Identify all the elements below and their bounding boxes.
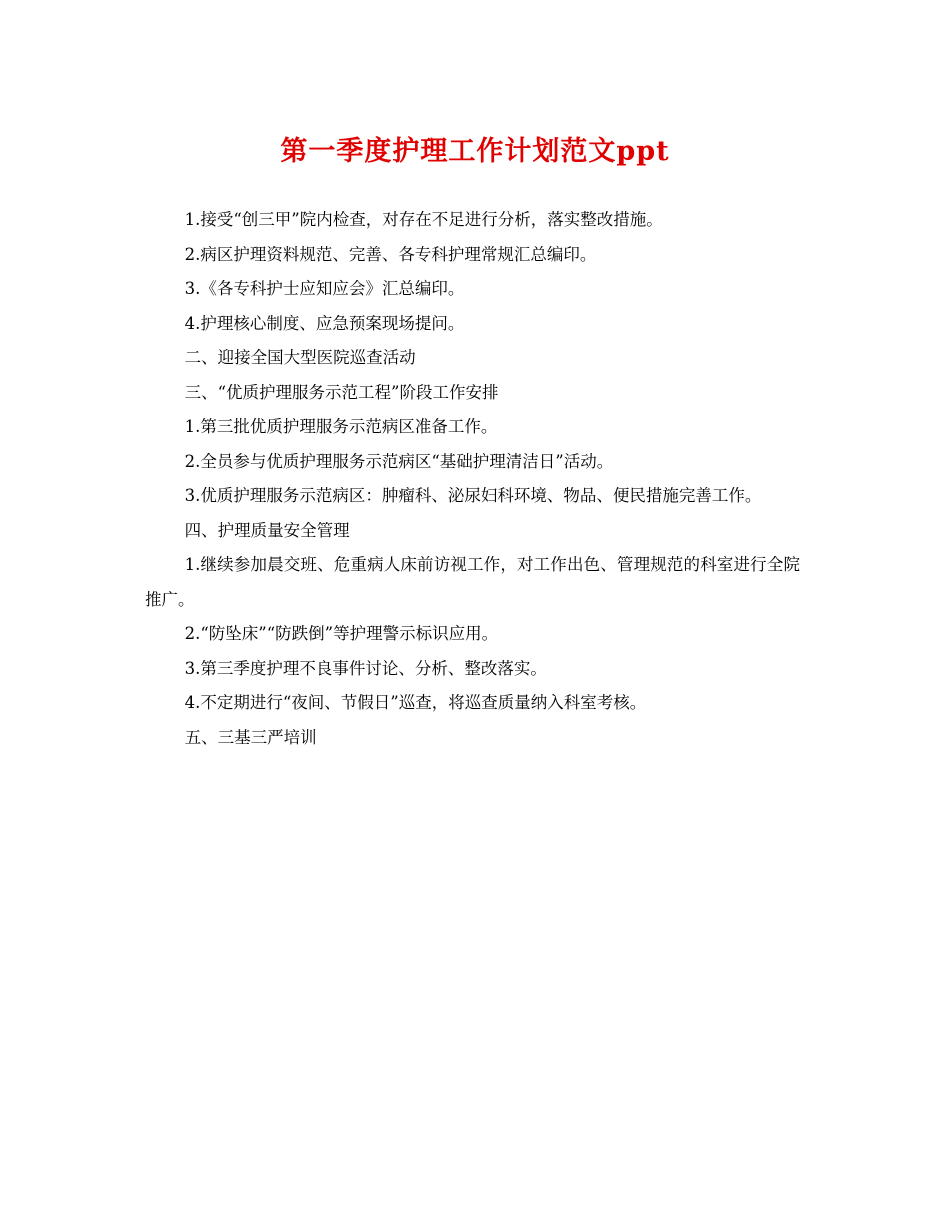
paragraph: 3.第三季度护理不良事件讨论、分析、整改落实。	[184, 658, 547, 678]
paragraph: 3.优质护理服务示范病区：肿瘤科、泌尿妇科环境、物品、便民措施完善工作。	[184, 486, 762, 505]
paragraph: 1.第三批优质护理服务示范病区准备工作。	[184, 417, 498, 436]
paragraph: 4.不定期进行“夜间、节假日”巡查，将巡查质量纳入科室考核。	[184, 693, 647, 712]
document-title: 第一季度护理工作计划范文ppt	[280, 136, 670, 167]
paragraph: 2.“防坠床”“防跌倒”等护理警示标识应用。	[184, 624, 499, 643]
paragraph: 3.《各专科护士应知应会》汇总编印。	[184, 279, 465, 298]
paragraph: 2.全员参与优质护理服务示范病区“基础护理清洁日”活动。	[184, 451, 614, 471]
section-heading: 二、迎接全国大型医院巡查活动	[184, 348, 416, 367]
section-heading: 四、护理质量安全管理	[184, 520, 350, 540]
section-heading: 三、“优质护理服务示范工程”阶段工作安排	[184, 382, 499, 402]
document-body	[145, 203, 800, 755]
section-heading: 五、三基三严培训	[184, 727, 317, 747]
paragraph: 2.病区护理资料规范、完善、各专科护理常规汇总编印。	[184, 244, 597, 264]
paragraph: 1.接受“创三甲”院内检查，对存在不足进行分析，落实整改措施。	[184, 210, 663, 229]
paragraph: 4.护理核心制度、应急预案现场提问。	[184, 313, 465, 333]
paragraph: 1.继续参加晨交班、危重病人床前访视工作，对工作出色、管理规范的科室进行全院推广。	[145, 555, 800, 609]
